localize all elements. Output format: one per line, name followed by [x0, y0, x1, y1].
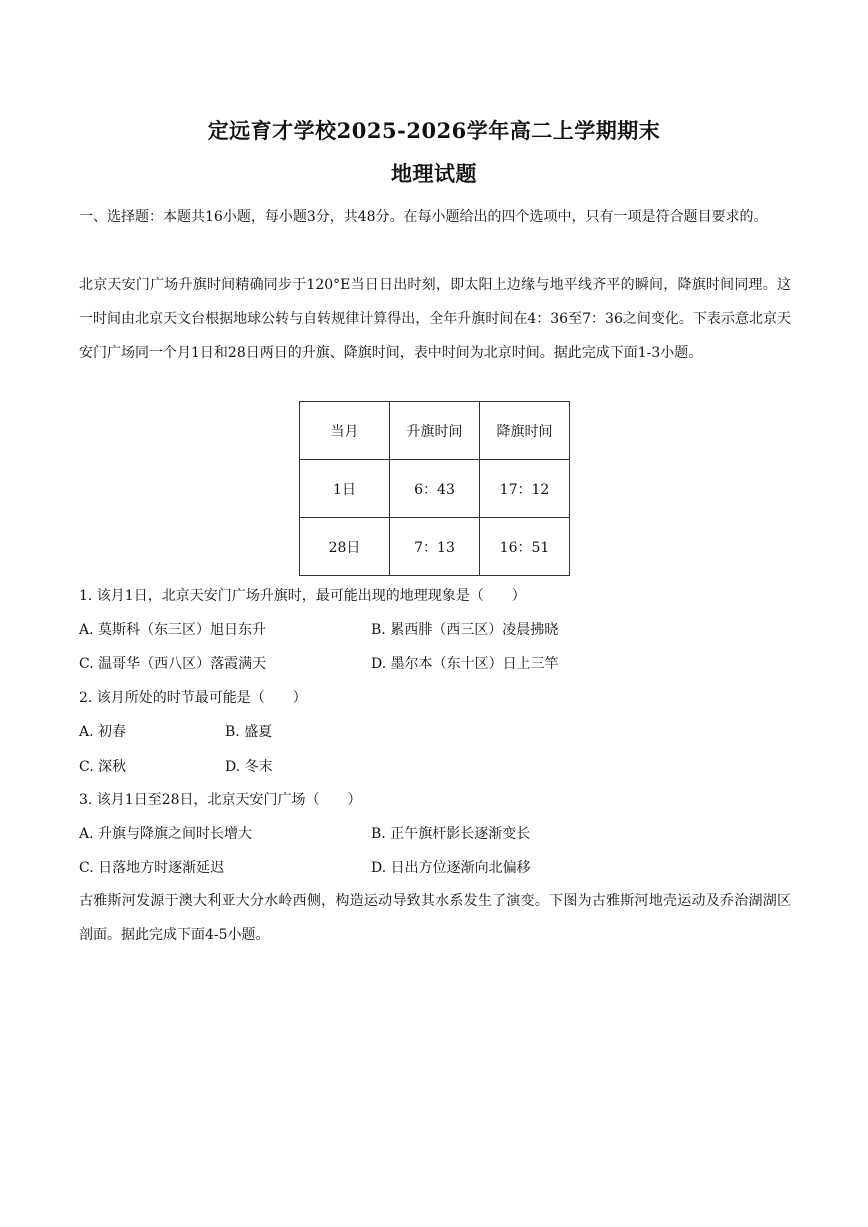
- table-cell: 17：12: [480, 460, 570, 518]
- passage-flag-raising: 北京天安门广场升旗时间精确同步于120°E当日日出时刻，即太阳上边缘与地平线齐平的瞬间，降旗时间同理。这一时间由北京天文台根据地球公转与自转规律计算得出，全年升旗时间在4：36至7：36之间变化。下表示意北京天安门广场同一个月1日和28日两日的升旗、降旗时间，表中时间为北京时间。据此完成下面1-3小题。: [79, 277, 791, 361]
- question-1-option-a[interactable]: A. 莫斯科（东三区）旭日东升: [79, 622, 267, 638]
- table-header-cell: 当月: [300, 402, 390, 460]
- question-1-stem: 1. 该月1日，北京天安门广场升旗时，最可能出现的地理现象是（ ）: [79, 588, 526, 604]
- table-cell: 1日: [300, 460, 390, 518]
- flag-time-table: [299, 401, 570, 576]
- table-row: [300, 518, 570, 576]
- table-header-row: [300, 402, 570, 460]
- table-cell: 7：13: [390, 518, 480, 576]
- table-row: [300, 460, 570, 518]
- table-cell: 16：51: [480, 518, 570, 576]
- table-cell: 28日: [300, 518, 390, 576]
- passage-river: 古雅斯河发源于澳大利亚大分水岭西侧，构造运动导致其水系发生了演变。下图为古雅斯河地壳运动及乔治湖湖区剖面。据此完成下面4-5小题。: [79, 893, 791, 943]
- exam-title: 定远育才学校2025-2026学年高二上学期期末: [207, 118, 661, 143]
- question-1-option-d[interactable]: D. 墨尔本（东十区）日上三竿: [371, 656, 559, 672]
- question-1-option-c[interactable]: C. 温哥华（西八区）落霞满天: [79, 656, 267, 672]
- exam-subject-title: 地理试题: [391, 161, 477, 186]
- question-3-option-a[interactable]: A. 升旗与降旗之间时长增大: [79, 826, 253, 842]
- question-2-option-b[interactable]: B. 盛夏: [225, 724, 273, 740]
- question-2-option-c[interactable]: C. 深秋: [79, 759, 127, 775]
- section-instructions: 一、选择题：本题共16小题，每小题3分，共48分。在每小题给出的四个选项中，只有一项是符合题目要求的。: [79, 209, 768, 225]
- question-1-option-b[interactable]: B. 累西腓（西三区）凌晨拂晓: [371, 622, 559, 638]
- question-2-option-a[interactable]: A. 初春: [79, 724, 127, 740]
- table-cell: 6：43: [390, 460, 480, 518]
- question-3-option-b[interactable]: B. 正午旗杆影长逐渐变长: [371, 826, 531, 842]
- question-2-stem: 2. 该月所处的时节最可能是（ ）: [79, 690, 307, 706]
- question-3-stem: 3. 该月1日至28日，北京天安门广场（ ）: [79, 792, 362, 808]
- question-2-option-d[interactable]: D. 冬末: [225, 759, 273, 775]
- question-3-option-d[interactable]: D. 日出方位逐渐向北偏移: [371, 860, 531, 876]
- question-3-option-c[interactable]: C. 日落地方时逐渐延迟: [79, 860, 225, 876]
- table-header-cell: 降旗时间: [480, 402, 570, 460]
- table-header-cell: 升旗时间: [390, 402, 480, 460]
